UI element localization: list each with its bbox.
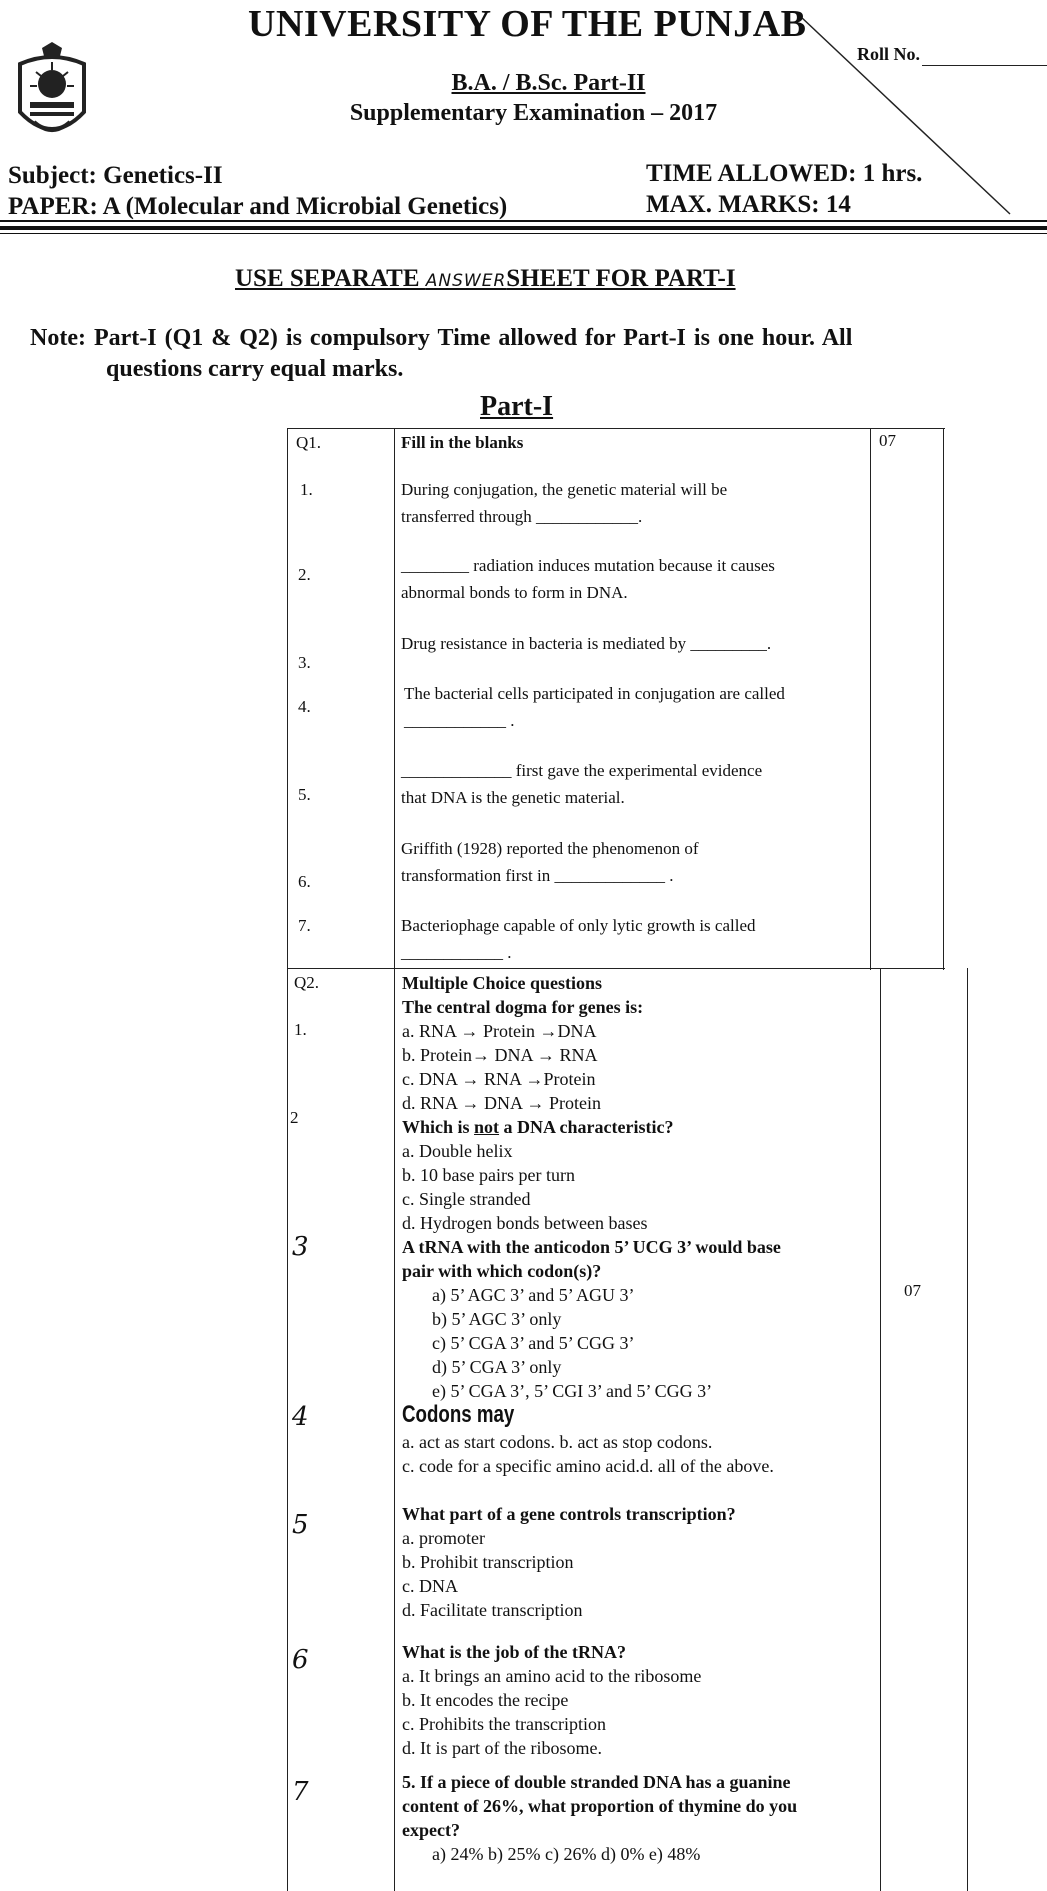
q1-item-number: 3.	[298, 653, 311, 672]
mcq-question: content of 26%, what proportion of thymine do you	[402, 1796, 798, 1816]
q1-heading: Fill in the blanks	[401, 433, 524, 452]
subject-line: Subject: Genetics-II	[8, 162, 223, 189]
mcq-option: b. Prohibit transcription	[402, 1552, 574, 1572]
header-rule	[0, 233, 1047, 234]
table-border	[287, 428, 288, 970]
mcq-option: a. Double helix	[402, 1141, 513, 1161]
table-border	[870, 428, 871, 970]
q2-block-1	[402, 971, 922, 1403]
q2-question-number: 6	[292, 1645, 309, 1675]
exam-title: Supplementary Examination – 2017	[349, 100, 718, 126]
max-marks: MAX. MARKS: 14	[646, 191, 851, 218]
mcq-question: Which is not a DNA characteristic?	[402, 1117, 674, 1137]
degree-title: B.A. / B.Sc. Part-II	[451, 70, 646, 96]
mcq-question: 5. If a piece of double stranded DNA has a guanine	[402, 1772, 791, 1792]
q2-block-6	[402, 1640, 922, 1760]
time-allowed: TIME ALLOWED: 1 hrs.	[646, 160, 923, 187]
mcq-option: c. DNA → RNA →Protein	[402, 1069, 596, 1089]
q1-item-number: 7.	[298, 916, 311, 935]
q1-item-text: ________ radiation induces mutation because it causes abnormal bonds to form in DNA.	[401, 556, 775, 602]
mcq-option: c. DNA	[402, 1576, 458, 1596]
mcq-question: The central dogma for genes is:	[402, 997, 644, 1017]
q1-item-text: Griffith (1928) reported the phenomenon of transformation first in _____________ .	[401, 839, 699, 885]
table-border	[394, 968, 395, 1891]
mcq-option: d. RNA → DNA → Protein	[402, 1093, 602, 1113]
q1-item-text: The bacterial cells participated in conjugation are called ____________ .	[404, 684, 785, 730]
q2-question-number: 2	[290, 1108, 299, 1127]
mcq-option: a. It brings an amino acid to the ribosome	[402, 1666, 702, 1686]
mcq-question: What part of a gene controls transcription?	[402, 1504, 736, 1524]
q2-question-number: 4	[292, 1402, 309, 1432]
mcq-option: a. promoter	[402, 1528, 485, 1548]
mcq-option: a) 5’ AGC 3’ and 5’ AGU 3’	[432, 1285, 635, 1305]
q2-block-4	[402, 1401, 922, 1478]
mcq-question: expect?	[402, 1820, 460, 1840]
mcq-option: b. Protein→ DNA → RNA	[402, 1045, 598, 1065]
q2-question-number: 5	[292, 1510, 309, 1540]
part-title: Part-I	[480, 391, 554, 422]
mcq-question: A tRNA with the anticodon 5’ UCG 3’ would base	[402, 1237, 781, 1257]
table-border	[287, 968, 945, 969]
q1-item-number: 1.	[300, 480, 313, 499]
q2-question-number: 3	[292, 1232, 309, 1262]
table-border	[287, 428, 945, 429]
paper-line: PAPER: A (Molecular and Microbial Genetics)	[8, 193, 508, 220]
mcq-option: c. Prohibits the transcription	[402, 1714, 606, 1734]
q1-item-text: Drug resistance in bacteria is mediated by _________.	[401, 634, 772, 653]
q2-number: Q2.	[294, 973, 320, 992]
mcq-option: a. RNA → Protein →DNA	[402, 1021, 597, 1041]
q2-question-number: 7	[292, 1777, 309, 1807]
q2-marks: 07	[904, 1281, 921, 1300]
mcq-option: c. code for a specific amino acid.d. all of the above.	[402, 1456, 774, 1476]
mcq-option: b. 10 base pairs per turn	[402, 1165, 575, 1185]
mcq-option: d. It is part of the ribosome.	[402, 1738, 602, 1758]
instruction-suffix: SHEET FOR PART-I	[506, 265, 736, 292]
roll-no-label: Roll No.	[857, 44, 920, 64]
mcq-option: b) 5’ AGC 3’ only	[432, 1309, 562, 1329]
roll-no-blank	[922, 44, 1047, 66]
mcq-option: c. Single stranded	[402, 1189, 531, 1209]
mcq-question: Codons may	[402, 1401, 515, 1428]
q1-item-text: _____________ first gave the experimental evidence that DNA is the genetic material.	[401, 761, 763, 807]
mcq-option: d. Hydrogen bonds between bases	[402, 1213, 648, 1233]
mcq-question: What is the job of the tRNA?	[402, 1642, 626, 1662]
q1-item-number: 5.	[298, 785, 311, 804]
q1-marks: 07	[879, 431, 896, 450]
q1-number: Q1.	[296, 433, 322, 452]
q2-heading: Multiple Choice questions	[402, 973, 603, 993]
q2-question-number: 1.	[294, 1020, 307, 1039]
table-border	[943, 428, 944, 970]
roll-no-field	[857, 44, 1047, 66]
note-line-1: Note: Part-I (Q1 & Q2) is compulsory Time allowed for Part-I is one hour. All	[30, 325, 853, 351]
q1-item-text: Bacteriophage capable of only lytic growth is called ____________ .	[401, 916, 756, 962]
mcq-option: c) 5’ CGA 3’ and 5’ CGG 3’	[432, 1333, 635, 1353]
q1-item-number: 2.	[298, 565, 311, 584]
mcq-question: pair with which codon(s)?	[402, 1261, 602, 1281]
table-border	[394, 428, 395, 970]
q2-block-5	[402, 1502, 922, 1622]
table-border	[287, 968, 288, 1891]
header-rule	[0, 226, 1047, 230]
mcq-option: e) 5’ CGA 3’, 5’ CGI 3’ and 5’ CGG 3’	[432, 1381, 713, 1401]
note-line-2: questions carry equal marks.	[106, 356, 404, 382]
answer-sheet-instruction	[235, 265, 736, 293]
mcq-option: d. Facilitate transcription	[402, 1600, 583, 1620]
table-border	[967, 968, 968, 1891]
q1-item-number: 4.	[298, 697, 311, 716]
header-rule	[0, 220, 1047, 222]
mcq-option: a. act as start codons. b. act as stop codons.	[402, 1432, 713, 1452]
q1-item-number: 6.	[298, 872, 311, 891]
mcq-option: d) 5’ CGA 3’ only	[432, 1357, 562, 1377]
handwritten-word: ANSWER	[425, 271, 507, 291]
university-title: UNIVERSITY OF THE PUNJAB	[248, 3, 807, 45]
mcq-option: b. It encodes the recipe	[402, 1690, 569, 1710]
q1-item-text: During conjugation, the genetic material will be transferred through ____________.	[401, 480, 728, 526]
instruction-prefix: USE SEPARATE	[235, 265, 426, 292]
mcq-option: a) 24% b) 25% c) 26% d) 0% e) 48%	[432, 1844, 701, 1864]
q2-block-7	[402, 1770, 922, 1866]
